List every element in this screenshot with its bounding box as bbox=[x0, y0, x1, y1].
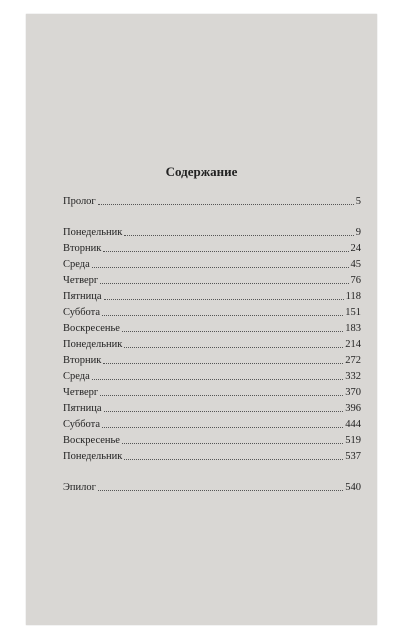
toc-entry bbox=[63, 288, 361, 302]
toc-entry-page: 76 bbox=[350, 275, 361, 286]
toc-leader-dots bbox=[104, 401, 344, 412]
toc-entry bbox=[63, 352, 361, 366]
toc-leader-dots bbox=[103, 241, 348, 252]
toc-leader-dots bbox=[102, 305, 343, 316]
toc-leader-dots bbox=[92, 369, 343, 380]
toc-leader-dots bbox=[100, 385, 343, 396]
page-title: Содержание bbox=[165, 164, 238, 179]
toc-entry bbox=[63, 384, 361, 398]
toc-entry bbox=[63, 400, 361, 414]
toc-entry-label: Суббота bbox=[63, 307, 101, 318]
book-page bbox=[26, 14, 377, 625]
toc-entry bbox=[63, 320, 361, 334]
toc-entry-label: Суббота bbox=[63, 419, 101, 430]
toc-entry-page: 444 bbox=[345, 419, 361, 430]
toc-entry bbox=[63, 448, 361, 462]
toc-entry bbox=[63, 272, 361, 286]
toc-entry-label: Среда bbox=[63, 371, 90, 382]
toc-entry-label: Пролог bbox=[63, 196, 96, 207]
toc-entry-label: Четверг bbox=[63, 275, 99, 286]
toc-entry-page: 118 bbox=[345, 291, 361, 302]
toc-entry-page: 214 bbox=[345, 339, 361, 350]
toc-leader-dots bbox=[122, 321, 343, 332]
toc-leader-dots bbox=[124, 449, 343, 460]
toc-leader-dots bbox=[124, 225, 353, 236]
toc-entry-page: 183 bbox=[345, 323, 361, 334]
toc-entry-page: 151 bbox=[345, 307, 361, 318]
toc-entry bbox=[63, 368, 361, 382]
toc-entry-page: 540 bbox=[345, 482, 361, 493]
toc-leader-dots bbox=[98, 480, 343, 491]
toc-leader-dots bbox=[100, 273, 348, 284]
toc-entry-label: Понедельник bbox=[63, 339, 123, 350]
toc-entry bbox=[63, 432, 361, 446]
toc-entry bbox=[63, 224, 361, 238]
toc-entry-page: 45 bbox=[350, 259, 361, 270]
toc-entry-page: 24 bbox=[350, 243, 361, 254]
toc-entry-label: Пятница bbox=[63, 291, 102, 302]
toc-entry-label: Понедельник bbox=[63, 227, 123, 238]
toc-leader-dots bbox=[92, 257, 349, 268]
toc-entry-label: Воскресенье bbox=[63, 435, 120, 446]
toc-entry-label: Четверг bbox=[63, 387, 99, 398]
toc-entry-page: 5 bbox=[355, 196, 361, 207]
toc-entry bbox=[63, 304, 361, 318]
toc-leader-dots bbox=[98, 194, 354, 205]
toc-entry-label: Воскресенье bbox=[63, 323, 120, 334]
toc-entry bbox=[63, 240, 361, 254]
toc-entry-label: Понедельник bbox=[63, 451, 123, 462]
toc-entry-page: 9 bbox=[355, 227, 361, 238]
toc-entry-label: Пятница bbox=[63, 403, 102, 414]
toc-entry-page: 370 bbox=[345, 387, 361, 398]
toc-entry bbox=[63, 479, 361, 493]
toc-entry bbox=[63, 256, 361, 270]
toc-leader-dots bbox=[102, 417, 343, 428]
toc-entry-label: Вторник bbox=[63, 243, 102, 254]
toc-entry bbox=[63, 193, 361, 207]
toc-entry-label: Эпилог bbox=[63, 482, 96, 493]
toc-entry-page: 332 bbox=[345, 371, 361, 382]
toc-leader-dots bbox=[122, 433, 343, 444]
toc-entry bbox=[63, 336, 361, 350]
toc-leader-dots bbox=[103, 353, 343, 364]
toc-entry-page: 537 bbox=[345, 451, 361, 462]
toc-entry-label: Среда bbox=[63, 259, 90, 270]
toc-entry-page: 396 bbox=[345, 403, 361, 414]
toc-leader-dots bbox=[124, 337, 343, 348]
toc-entry-page: 272 bbox=[345, 355, 361, 366]
toc-entry-label: Вторник bbox=[63, 355, 102, 366]
toc-leader-dots bbox=[104, 289, 344, 300]
toc-entry-page: 519 bbox=[345, 435, 361, 446]
toc-entry bbox=[63, 416, 361, 430]
